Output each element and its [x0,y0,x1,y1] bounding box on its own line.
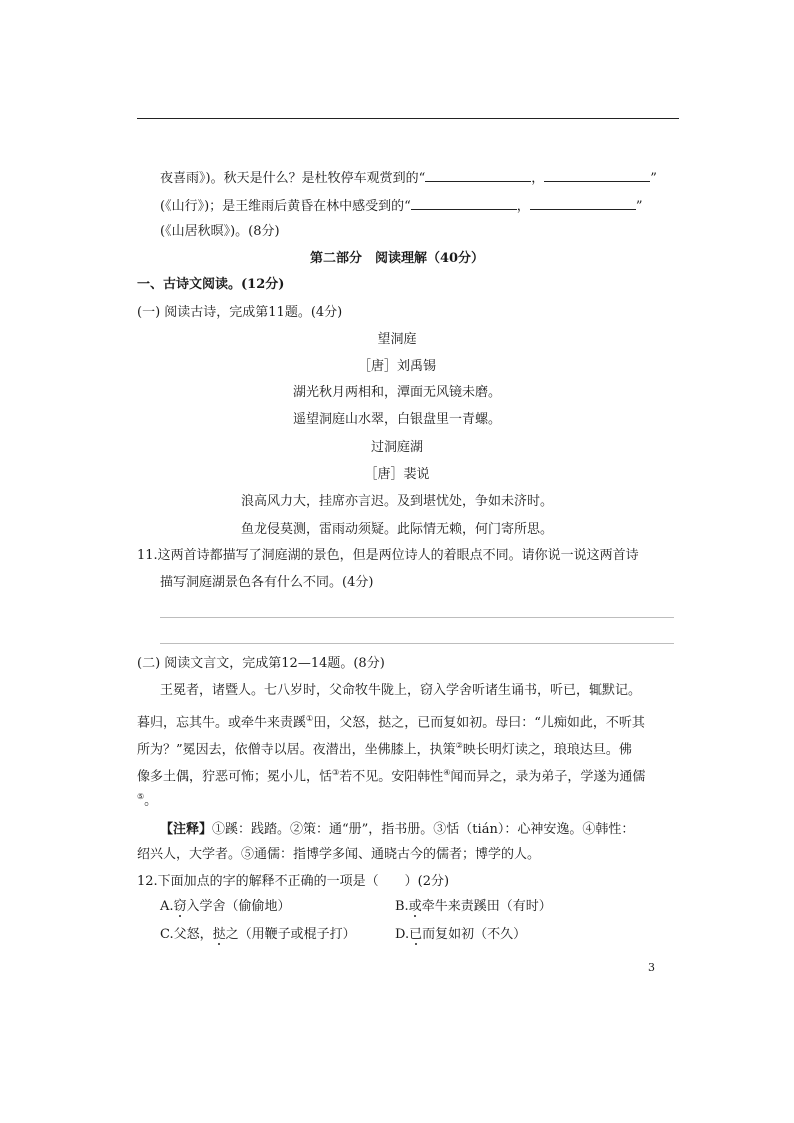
poem1-line: 遥望洞庭山水翠，白银盘里一青螺。 [292,412,501,427]
notes-line-1: 【注释】①蹊：践踏。②策：通“册”，指书册。③恬（tián）：心神安逸。④韩性： [160,822,635,837]
passage-line: ⑤。 [137,792,158,809]
answer-blank[interactable] [530,195,636,210]
passage-line: 暮归，忘其牛。或牵牛来责蹊①田，父怒，挞之，已而复如初。母曰：“儿痴如此，不听其 [137,714,645,731]
poem1-author: ［唐］刘禹锡 [357,359,436,374]
note-ref: ② [455,741,463,750]
poem1-title: 望洞庭 [377,332,417,347]
passage-line: 像多土偶，狞恶可怖；冕小儿，恬③若不见。安阳韩性④闻而异之，录为弟子，学遂为通儒 [137,768,646,785]
q12-option-c[interactable]: C.父怒，挞之（用鞭子或棍子打） [160,927,356,942]
answer-line[interactable] [160,643,674,644]
note-ref: ③ [332,768,340,777]
q11-line-1: 11.这两首诗都描写了洞庭湖的景色，但是两位诗人的着眼点不同。请你说一说这两首诗 [137,548,639,563]
answer-blank[interactable] [411,195,517,210]
passage-line: 王冕者，诸暨人。七八岁时，父命牧牛陇上，窃入学舍听诸生诵书，听已，辄默记。 [160,683,642,698]
answer-blank[interactable] [425,167,531,182]
q12-stem: 12.下面加点的字的解释不正确的一项是（ ）(2分) [137,874,450,889]
answer-blank[interactable] [544,167,650,182]
poem2-title: 过洞庭湖 [370,440,423,455]
q12-option-a[interactable]: A.窃入学舍（偷偷地） [160,899,291,914]
q10-line-2: (《山行》)；是王维雨后黄昏在林中感受到的“ ， ” [160,195,642,217]
q10-line-3: (《山居秋暝》)。(8分) [160,224,280,239]
dotted-char: 或 [408,899,422,914]
answer-line[interactable] [160,617,674,618]
dotted-char: 挞 [212,927,226,942]
dotted-char: 窃 [173,899,187,914]
poem2-line: 鱼龙侵莫测，雷雨动须疑。此际情无赖，何门寄所思。 [240,522,553,537]
notes-label: 【注释】 [160,822,213,837]
part2-title: 第二部分 阅读理解（40分） [309,251,485,266]
section1-title: 一、古诗文阅读。(12分) [137,277,285,292]
poem2-author: ［唐］裴说 [364,467,430,482]
page-number: 3 [648,961,655,974]
q12-option-b[interactable]: B.或牵牛来责蹊田（有时） [395,899,552,914]
sub2-title: (二) 阅读文言文，完成第12—14题。(8分) [137,656,385,671]
note-ref: ① [306,714,314,723]
poem1-line: 湖光秋月两相和，潭面无风镜未磨。 [292,385,501,400]
note-ref: ④ [443,768,451,777]
q11-line-2: 描写洞庭湖景色各有什么不同。(4分) [160,575,374,590]
sub1-title: (一) 阅读古诗，完成第11题。(4分) [137,305,343,320]
dotted-char: 已 [409,927,423,942]
q12-option-d[interactable]: D.已而复如初（不久） [395,927,527,942]
note-ref: ⑤ [137,792,145,801]
notes-line-2: 绍兴人，大学者。⑤通儒：指博学多闻、通晓古今的儒者；博学的人。 [137,847,541,862]
passage-line: 所为？”冕因去，依僧寺以居。夜潜出，坐佛膝上，执策②映长明灯读之，琅琅达旦。佛 [137,741,632,758]
poem2-line: 浪高风力大，挂席亦言迟。及到堪忧处，争如未济时。 [240,494,553,509]
header-rule [137,118,679,119]
q10-line-1: 夜喜雨》)。秋天是什么？是杜牧停车观赏到的“ ， ” [160,167,657,189]
